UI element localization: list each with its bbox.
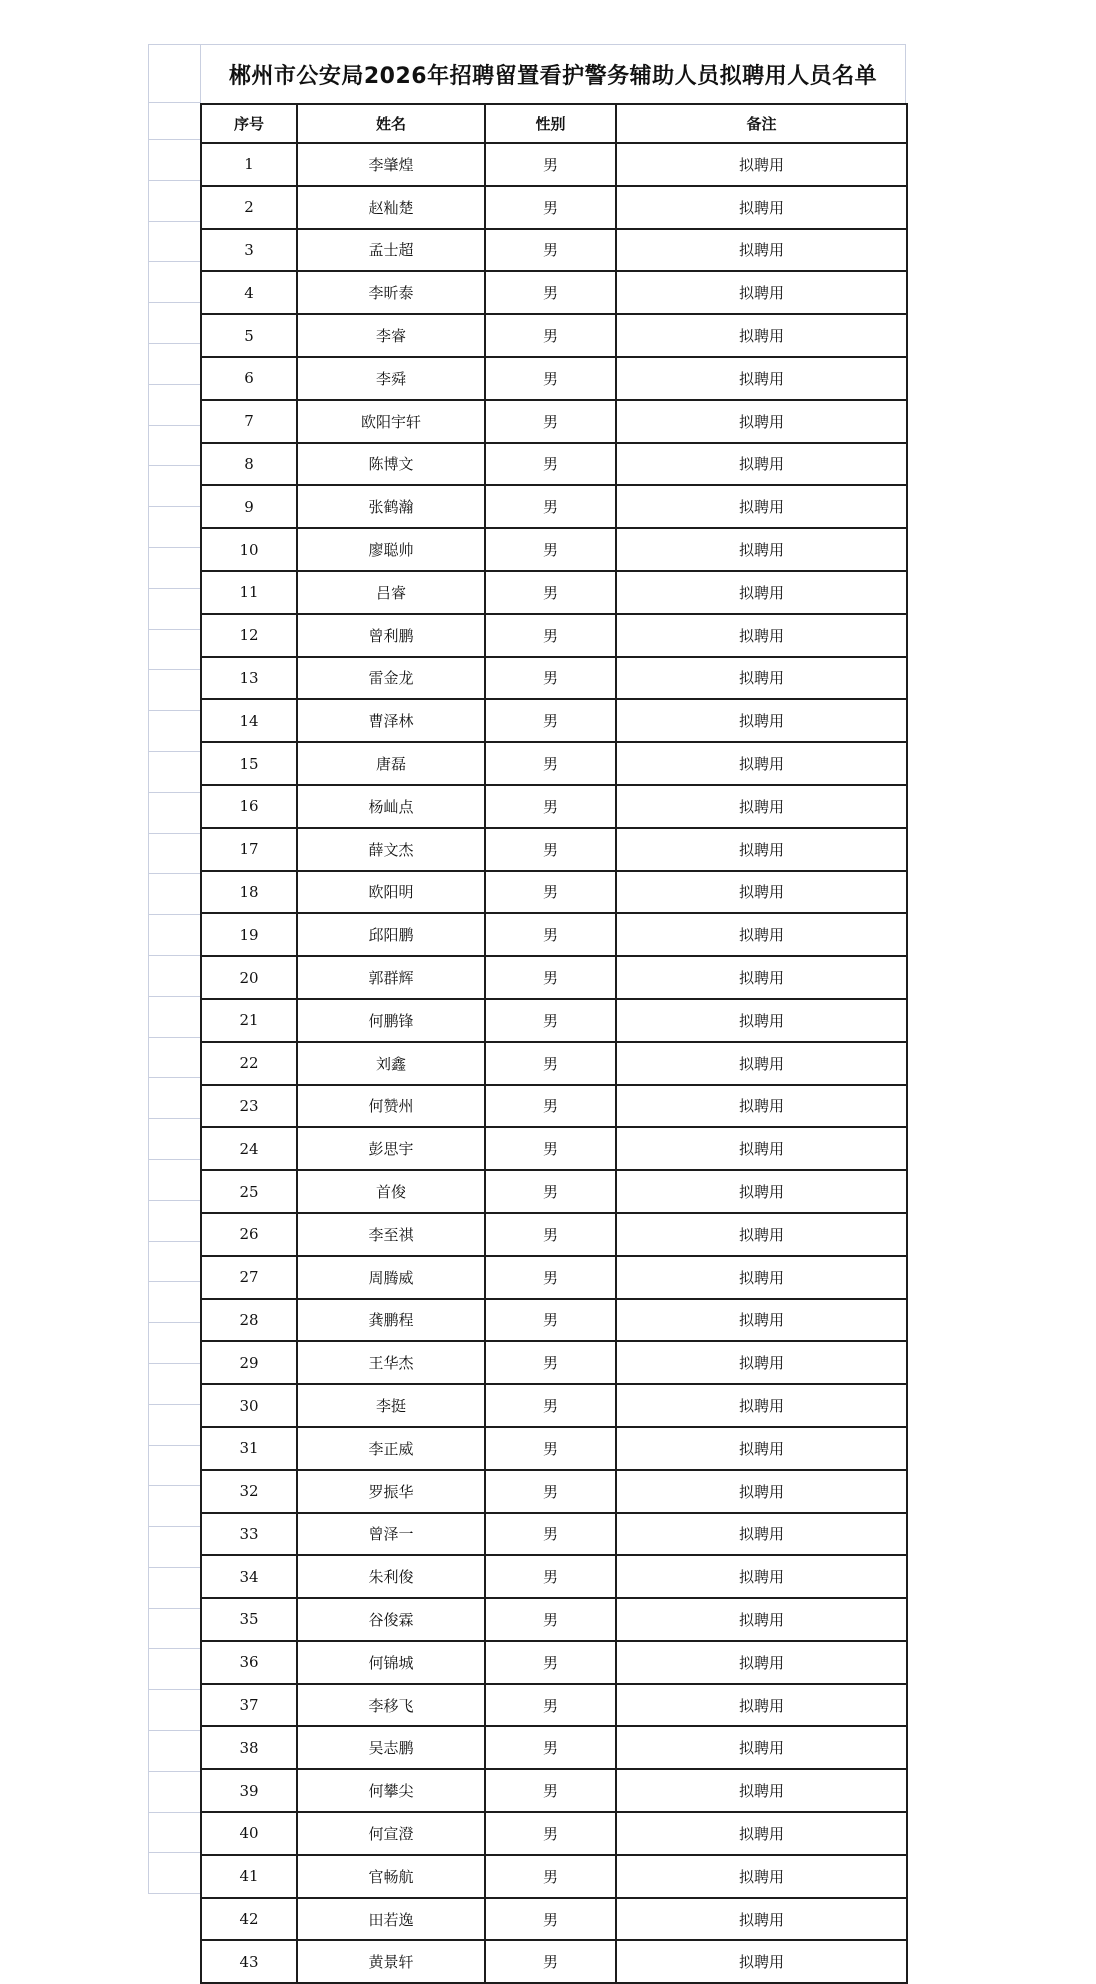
table-row — [201, 1598, 907, 1641]
hiring-status: 拟聘用 — [616, 871, 907, 914]
person-name: 欧阳明 — [297, 871, 485, 914]
person-sex: 男 — [485, 314, 616, 357]
row-number: 14 — [201, 699, 297, 742]
row-number: 13 — [201, 657, 297, 700]
table-row — [201, 485, 907, 528]
gutter-cell — [148, 44, 200, 103]
row-number: 16 — [201, 785, 297, 828]
person-name: 李挺 — [297, 1384, 485, 1427]
gutter-cell — [148, 1323, 200, 1364]
hiring-status: 拟聘用 — [616, 229, 907, 272]
table-row — [201, 528, 907, 571]
person-sex: 男 — [485, 1555, 616, 1598]
person-sex: 男 — [485, 1726, 616, 1769]
person-sex: 男 — [485, 1085, 616, 1128]
hiring-status: 拟聘用 — [616, 1855, 907, 1898]
row-number: 23 — [201, 1085, 297, 1128]
table-row — [201, 913, 907, 956]
person-sex: 男 — [485, 1127, 616, 1170]
gutter-cell — [148, 589, 200, 630]
row-number: 18 — [201, 871, 297, 914]
person-sex: 男 — [485, 485, 616, 528]
person-sex: 男 — [485, 571, 616, 614]
gutter-cell — [148, 548, 200, 589]
hiring-status: 拟聘用 — [616, 186, 907, 229]
gutter-cell — [148, 103, 200, 140]
person-sex: 男 — [485, 742, 616, 785]
gutter-cell — [148, 426, 200, 467]
table-row — [201, 229, 907, 272]
gutter-cell — [148, 1160, 200, 1201]
gutter-cell — [148, 1282, 200, 1323]
row-number: 31 — [201, 1427, 297, 1470]
person-name: 李至祺 — [297, 1213, 485, 1256]
person-sex: 男 — [485, 1769, 616, 1812]
hiring-status: 拟聘用 — [616, 1684, 907, 1727]
table-row — [201, 314, 907, 357]
person-name: 邱阳鹏 — [297, 913, 485, 956]
person-sex: 男 — [485, 229, 616, 272]
person-name: 欧阳宇轩 — [297, 400, 485, 443]
person-sex: 男 — [485, 1384, 616, 1427]
gutter-cell — [148, 956, 200, 997]
row-number: 26 — [201, 1213, 297, 1256]
table-row — [201, 1427, 907, 1470]
person-sex: 男 — [485, 528, 616, 571]
person-sex: 男 — [485, 1684, 616, 1727]
person-sex: 男 — [485, 1898, 616, 1941]
hiring-status: 拟聘用 — [616, 999, 907, 1042]
gutter-cell — [148, 1201, 200, 1242]
row-number: 22 — [201, 1042, 297, 1085]
hiring-status: 拟聘用 — [616, 1085, 907, 1128]
table-row — [201, 443, 907, 486]
gutter-cell — [148, 1690, 200, 1731]
row-number: 37 — [201, 1684, 297, 1727]
gutter-cell — [148, 711, 200, 752]
gutter-cell — [148, 1568, 200, 1609]
hiring-status: 拟聘用 — [616, 614, 907, 657]
table-row — [201, 1213, 907, 1256]
person-name: 龚鹏程 — [297, 1299, 485, 1342]
person-sex: 男 — [485, 1256, 616, 1299]
row-gutter — [148, 44, 200, 1894]
hiring-status: 拟聘用 — [616, 1213, 907, 1256]
row-number: 6 — [201, 357, 297, 400]
person-sex: 男 — [485, 956, 616, 999]
table-row — [201, 614, 907, 657]
person-name: 赵籼楚 — [297, 186, 485, 229]
hiring-status: 拟聘用 — [616, 1341, 907, 1384]
person-sex: 男 — [485, 699, 616, 742]
gutter-cell — [148, 874, 200, 915]
gutter-cell — [148, 630, 200, 671]
row-number: 41 — [201, 1855, 297, 1898]
person-name: 唐磊 — [297, 742, 485, 785]
hiring-status: 拟聘用 — [616, 1470, 907, 1513]
gutter-cell — [148, 834, 200, 875]
hiring-status: 拟聘用 — [616, 742, 907, 785]
table-row — [201, 1384, 907, 1427]
person-name: 吴志鹏 — [297, 1726, 485, 1769]
person-name: 曾利鹏 — [297, 614, 485, 657]
table-row — [201, 1299, 907, 1342]
row-number: 27 — [201, 1256, 297, 1299]
row-number: 33 — [201, 1513, 297, 1556]
table-row — [201, 143, 907, 186]
gutter-cell — [148, 1038, 200, 1079]
row-number: 36 — [201, 1641, 297, 1684]
gutter-cell — [148, 181, 200, 222]
hiring-status: 拟聘用 — [616, 1427, 907, 1470]
person-sex: 男 — [485, 1427, 616, 1470]
person-name: 周腾威 — [297, 1256, 485, 1299]
person-sex: 男 — [485, 1470, 616, 1513]
row-number: 19 — [201, 913, 297, 956]
hiring-status: 拟聘用 — [616, 1170, 907, 1213]
person-name: 首俊 — [297, 1170, 485, 1213]
person-name: 官畅航 — [297, 1855, 485, 1898]
row-number: 9 — [201, 485, 297, 528]
table-row — [201, 1127, 907, 1170]
person-name: 田若逸 — [297, 1898, 485, 1941]
person-name: 李移飞 — [297, 1684, 485, 1727]
table-row — [201, 699, 907, 742]
person-name: 薛文杰 — [297, 828, 485, 871]
table-row — [201, 956, 907, 999]
table-row — [201, 357, 907, 400]
table-row — [201, 1256, 907, 1299]
person-name: 杨屾点 — [297, 785, 485, 828]
gutter-cell — [148, 344, 200, 385]
table-row — [201, 1042, 907, 1085]
person-name: 陈博文 — [297, 443, 485, 486]
hiring-status: 拟聘用 — [616, 357, 907, 400]
person-name: 何锦城 — [297, 1641, 485, 1684]
person-name: 张鹤瀚 — [297, 485, 485, 528]
gutter-cell — [148, 997, 200, 1038]
row-number: 1 — [201, 143, 297, 186]
row-number: 34 — [201, 1555, 297, 1598]
column-header-note: 备注 — [616, 104, 907, 143]
table-row — [201, 1641, 907, 1684]
hiring-status: 拟聘用 — [616, 1940, 907, 1983]
hiring-status: 拟聘用 — [616, 1898, 907, 1941]
person-sex: 男 — [485, 1299, 616, 1342]
gutter-cell — [148, 915, 200, 956]
person-sex: 男 — [485, 1341, 616, 1384]
person-sex: 男 — [485, 400, 616, 443]
table-row — [201, 999, 907, 1042]
person-sex: 男 — [485, 871, 616, 914]
table-row — [201, 1940, 907, 1983]
person-sex: 男 — [485, 999, 616, 1042]
row-number: 24 — [201, 1127, 297, 1170]
person-sex: 男 — [485, 1940, 616, 1983]
row-number: 7 — [201, 400, 297, 443]
hiring-status: 拟聘用 — [616, 1127, 907, 1170]
hiring-status: 拟聘用 — [616, 1726, 907, 1769]
row-number: 30 — [201, 1384, 297, 1427]
table-row — [201, 1555, 907, 1598]
row-number: 43 — [201, 1940, 297, 1983]
person-sex: 男 — [485, 357, 616, 400]
table-row — [201, 1470, 907, 1513]
hiring-status: 拟聘用 — [616, 400, 907, 443]
person-sex: 男 — [485, 913, 616, 956]
table-row — [201, 1812, 907, 1855]
person-name: 谷俊霖 — [297, 1598, 485, 1641]
row-number: 21 — [201, 999, 297, 1042]
person-name: 孟士超 — [297, 229, 485, 272]
row-number: 5 — [201, 314, 297, 357]
person-sex: 男 — [485, 1170, 616, 1213]
gutter-cell — [148, 670, 200, 711]
hiring-status: 拟聘用 — [616, 143, 907, 186]
person-name: 何鹏锋 — [297, 999, 485, 1042]
person-name: 李舜 — [297, 357, 485, 400]
person-name: 雷金龙 — [297, 657, 485, 700]
table-row — [201, 571, 907, 614]
person-name: 廖聪帅 — [297, 528, 485, 571]
row-number: 11 — [201, 571, 297, 614]
table-row — [201, 785, 907, 828]
person-sex: 男 — [485, 1042, 616, 1085]
row-number: 3 — [201, 229, 297, 272]
row-number: 20 — [201, 956, 297, 999]
gutter-cell — [148, 262, 200, 303]
gutter-cell — [148, 303, 200, 344]
table-row — [201, 1855, 907, 1898]
person-name: 曹泽林 — [297, 699, 485, 742]
hiring-status: 拟聘用 — [616, 956, 907, 999]
roster-table — [200, 103, 908, 1984]
person-sex: 男 — [485, 1641, 616, 1684]
gutter-cell — [148, 793, 200, 834]
row-number: 17 — [201, 828, 297, 871]
person-name: 王华杰 — [297, 1341, 485, 1384]
column-header-sex: 性别 — [485, 104, 616, 143]
row-number: 40 — [201, 1812, 297, 1855]
hiring-status: 拟聘用 — [616, 1042, 907, 1085]
person-name: 何宣澄 — [297, 1812, 485, 1855]
hiring-status: 拟聘用 — [616, 571, 907, 614]
person-name: 何赞州 — [297, 1085, 485, 1128]
table-row — [201, 1898, 907, 1941]
hiring-status: 拟聘用 — [616, 657, 907, 700]
hiring-status: 拟聘用 — [616, 485, 907, 528]
person-name: 何攀尖 — [297, 1769, 485, 1812]
gutter-cell — [148, 466, 200, 507]
hiring-status: 拟聘用 — [616, 271, 907, 314]
person-sex: 男 — [485, 1213, 616, 1256]
row-number: 8 — [201, 443, 297, 486]
hiring-status: 拟聘用 — [616, 1256, 907, 1299]
roster-body — [201, 143, 907, 1983]
person-sex: 男 — [485, 443, 616, 486]
row-number: 4 — [201, 271, 297, 314]
gutter-cell — [148, 1078, 200, 1119]
hiring-status: 拟聘用 — [616, 828, 907, 871]
person-sex: 男 — [485, 785, 616, 828]
person-sex: 男 — [485, 1855, 616, 1898]
person-sex: 男 — [485, 1513, 616, 1556]
gutter-cell — [148, 1813, 200, 1854]
column-header-number: 序号 — [201, 104, 297, 143]
gutter-cell — [148, 1853, 200, 1894]
hiring-status: 拟聘用 — [616, 1513, 907, 1556]
table-row — [201, 1170, 907, 1213]
gutter-cell — [148, 507, 200, 548]
gutter-cell — [148, 1119, 200, 1160]
person-name: 罗振华 — [297, 1470, 485, 1513]
row-number: 15 — [201, 742, 297, 785]
row-number: 39 — [201, 1769, 297, 1812]
person-name: 彭思宇 — [297, 1127, 485, 1170]
gutter-cell — [148, 1731, 200, 1772]
gutter-cell — [148, 1405, 200, 1446]
gutter-cell — [148, 1486, 200, 1527]
gutter-cell — [148, 1364, 200, 1405]
hiring-status: 拟聘用 — [616, 1299, 907, 1342]
document-title: 郴州市公安局2026年招聘留置看护警务辅助人员拟聘用人员名单 — [200, 44, 906, 103]
person-sex: 男 — [485, 1598, 616, 1641]
table-header-row — [201, 104, 907, 143]
gutter-cell — [148, 140, 200, 181]
row-number: 42 — [201, 1898, 297, 1941]
table-row — [201, 400, 907, 443]
row-number: 29 — [201, 1341, 297, 1384]
gutter-cell — [148, 1772, 200, 1813]
row-number: 2 — [201, 186, 297, 229]
person-sex: 男 — [485, 657, 616, 700]
person-name: 李正威 — [297, 1427, 485, 1470]
person-name: 黄景轩 — [297, 1940, 485, 1983]
person-sex: 男 — [485, 828, 616, 871]
gutter-cell — [148, 1527, 200, 1568]
hiring-status: 拟聘用 — [616, 1384, 907, 1427]
hiring-status: 拟聘用 — [616, 1598, 907, 1641]
person-name: 李肇煌 — [297, 143, 485, 186]
row-number: 12 — [201, 614, 297, 657]
person-name: 朱利俊 — [297, 1555, 485, 1598]
hiring-status: 拟聘用 — [616, 1812, 907, 1855]
row-number: 35 — [201, 1598, 297, 1641]
person-name: 李昕泰 — [297, 271, 485, 314]
gutter-cell — [148, 385, 200, 426]
row-number: 38 — [201, 1726, 297, 1769]
gutter-cell — [148, 1242, 200, 1283]
table-row — [201, 828, 907, 871]
table-row — [201, 1684, 907, 1727]
table-row — [201, 1085, 907, 1128]
hiring-status: 拟聘用 — [616, 443, 907, 486]
person-name: 刘鑫 — [297, 1042, 485, 1085]
table-row — [201, 271, 907, 314]
row-number: 32 — [201, 1470, 297, 1513]
gutter-cell — [148, 1609, 200, 1650]
column-header-name: 姓名 — [297, 104, 485, 143]
person-sex: 男 — [485, 186, 616, 229]
person-sex: 男 — [485, 614, 616, 657]
person-sex: 男 — [485, 1812, 616, 1855]
table-row — [201, 186, 907, 229]
gutter-cell — [148, 752, 200, 793]
hiring-status: 拟聘用 — [616, 528, 907, 571]
gutter-cell — [148, 222, 200, 263]
gutter-cell — [148, 1446, 200, 1487]
hiring-status: 拟聘用 — [616, 314, 907, 357]
hiring-status: 拟聘用 — [616, 1769, 907, 1812]
row-number: 28 — [201, 1299, 297, 1342]
person-name: 李睿 — [297, 314, 485, 357]
person-sex: 男 — [485, 143, 616, 186]
row-number: 10 — [201, 528, 297, 571]
hiring-status: 拟聘用 — [616, 785, 907, 828]
gutter-cell — [148, 1649, 200, 1690]
person-name: 郭群辉 — [297, 956, 485, 999]
hiring-status: 拟聘用 — [616, 1641, 907, 1684]
person-name: 吕睿 — [297, 571, 485, 614]
hiring-status: 拟聘用 — [616, 1555, 907, 1598]
table-row — [201, 1726, 907, 1769]
person-sex: 男 — [485, 271, 616, 314]
table-row — [201, 1769, 907, 1812]
person-name: 曾泽一 — [297, 1513, 485, 1556]
row-number: 25 — [201, 1170, 297, 1213]
table-row — [201, 1513, 907, 1556]
hiring-status: 拟聘用 — [616, 913, 907, 956]
table-row — [201, 1341, 907, 1384]
table-row — [201, 657, 907, 700]
hiring-status: 拟聘用 — [616, 699, 907, 742]
table-row — [201, 742, 907, 785]
table-row — [201, 871, 907, 914]
